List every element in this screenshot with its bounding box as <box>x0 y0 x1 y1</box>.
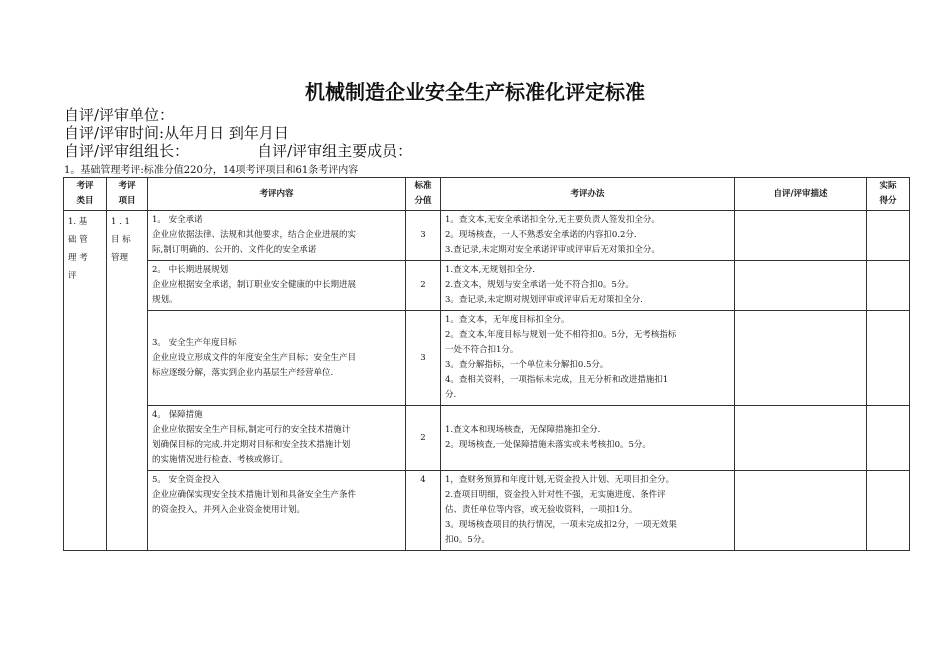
team-members-label: 自评/评审组主要成员： <box>257 142 413 160</box>
description-cell[interactable] <box>735 211 867 261</box>
header-score: 标准 分值 <box>406 178 441 211</box>
actual-score-cell[interactable] <box>867 311 910 406</box>
description-cell[interactable] <box>735 261 867 311</box>
category-cell: 1. 基 础 管 理 考 评 <box>64 211 107 551</box>
header-actual-score: 实际 得分 <box>867 178 910 211</box>
table-row <box>64 211 910 261</box>
method-cell: 1。查文本，无年度目标扣全分。 2。查文本,年度目标与规划一处不相符扣0。5分，无考核指标 一处不符合扣1分。 3。查分解指标，一个单位未分解扣0.5分。 4。查相关资料，一项指标未完成，且无分析和改进措施扣1 分. <box>441 311 735 406</box>
method-cell: 1.查文本,无规划扣全分. 2.查文本，规划与安全承诺一处不符合扣0。5分。 3。查记录,未定期对规划评审或评审后无对策扣全分. <box>441 261 735 311</box>
method-cell: 1，查财务预算和年度计划,无资金投入计划、无项目扣全分。 2.查项目明细，资金投入针对性不强，无实施进度、条件评 估、责任单位等内容，或无验收资料，一项扣1分。 3。现场核查项目的执行情况，一项未完成扣2分，一项无效果 扣0。5分。 <box>441 471 735 551</box>
header-category: 考评 类目 <box>64 178 107 211</box>
header-content: 考评内容 <box>148 178 406 211</box>
header-method: 考评办法 <box>441 178 735 211</box>
score-cell: 4 <box>406 471 441 551</box>
score-cell: 3 <box>406 311 441 406</box>
score-cell: 3 <box>406 211 441 261</box>
score-cell: 2 <box>406 406 441 471</box>
document-title: 机械制造企业安全生产标准化评定标准 <box>305 80 645 104</box>
description-cell[interactable] <box>735 406 867 471</box>
content-cell: 4。 保障措施 企业应依据安全生产目标,制定可行的安全技术措施计 划确保目标的完成.并定期对目标和安全技术措施计划 的实施情况进行检查、考核或修订。 <box>148 406 406 471</box>
actual-score-cell[interactable] <box>867 406 910 471</box>
evaluation-unit-line: 自评/评审单位： <box>64 106 175 124</box>
team-leader-label: 自评/评审组组长： <box>64 142 190 160</box>
description-cell[interactable] <box>735 311 867 406</box>
content-cell: 1。 安全承诺 企业应依据法律、法规和其他要求，结合企业进展的实 际,制订明确的、公开的、文件化的安全承诺 <box>148 211 406 261</box>
table-row <box>64 406 910 471</box>
header-item: 考评 项目 <box>107 178 148 211</box>
score-cell: 2 <box>406 261 441 311</box>
team-line <box>64 142 412 160</box>
content-cell: 2。 中长期进展规划 企业应根据安全承诺，制订职业安全健康的中长期进展 规划。 <box>148 261 406 311</box>
actual-score-cell[interactable] <box>867 261 910 311</box>
table-header-row <box>64 178 910 211</box>
table-row <box>64 261 910 311</box>
evaluation-time-line: 自评/评审时间:从年月日 到年月日 <box>64 124 289 142</box>
content-cell: 3。 安全生产年度目标 企业应设立形成文件的年度安全生产目标；安全生产目 标应逐级分解，落实到企业内基层生产经营单位. <box>148 311 406 406</box>
content-cell: 5。 安全资金投入 企业应确保实现安全技术措施计划和具备安全生产条件 的资金投入，并列入企业资金使用计划。 <box>148 471 406 551</box>
evaluation-table <box>63 177 910 551</box>
header-description: 自评/评审描述 <box>735 178 867 211</box>
method-cell: 1。查文本,无安全承诺扣全分,无主要负责人签发扣全分。 2。现场核查，一人不熟悉安全承诺的内容扣0.2分. 3.查记录,未定期对安全承诺评审或评审后无对策扣全分。 <box>441 211 735 261</box>
description-cell[interactable] <box>735 471 867 551</box>
item-cell: 1 . 1 目 标 管理 <box>107 211 148 551</box>
table-row <box>64 311 910 406</box>
actual-score-cell[interactable] <box>867 471 910 551</box>
actual-score-cell[interactable] <box>867 211 910 261</box>
method-cell: 1.查文本和现场核查，无保障措施扣全分. 2。现场核查,一处保障措施未落实或未考核扣0。5分。 <box>441 406 735 471</box>
section-heading: 1。基础管理考评:标准分值220分，14项考评项目和61条考评内容 <box>64 165 359 176</box>
table-row <box>64 471 910 551</box>
